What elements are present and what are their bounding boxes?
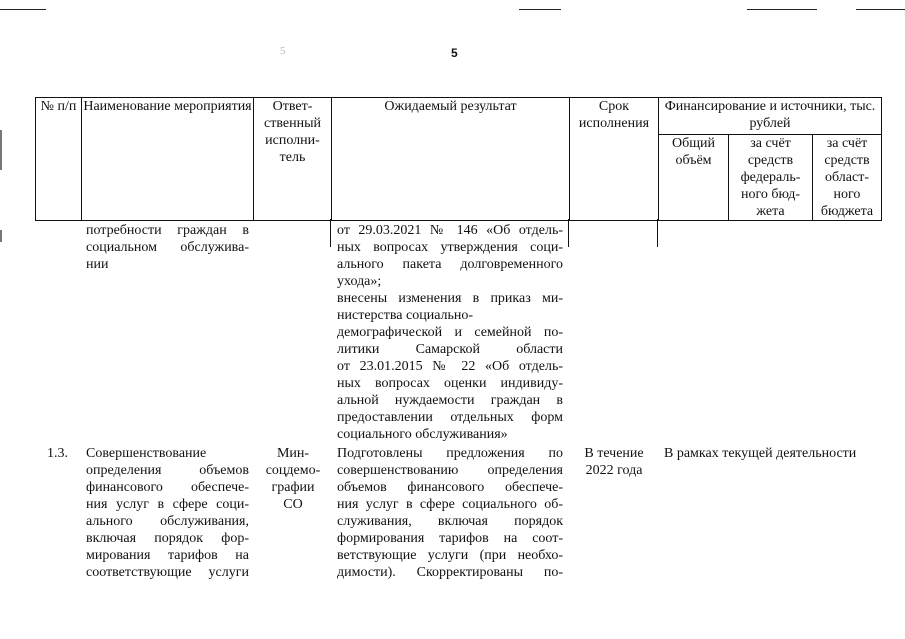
text-line: совершенствованию определения [337,463,563,478]
text-line: потребности граждан в [86,223,249,238]
row-1-3-responsible [255,445,331,513]
table-header [35,97,882,221]
text-line: СО [283,497,303,512]
text-line: соцдемо- [265,463,321,478]
row-1-3-name [86,445,249,581]
text-line: предоставлении отдельных форм [337,410,563,425]
text-line: Мин- [276,446,310,461]
text-line: финансового обеспече- [86,480,249,495]
continued-name [86,222,249,273]
text-line: служивания, включая порядок [337,514,563,529]
row-1-3-num: 1.3. [47,446,68,461]
header-name: Наименование мероприятия [82,98,254,221]
text-line: ния услуг в сфере социального об- [337,497,563,512]
text-line: объемов финансового обеспече- [337,480,563,495]
header-num: № п/п [36,98,82,221]
row-1-3-funding: В рамках текущей деятельности [664,446,857,461]
text-line: ухода»; [337,274,382,289]
text-line: нии [86,257,109,272]
row-1-3-term [574,445,654,479]
column-divider [568,219,569,247]
text-line: графии [271,480,315,495]
text-line: Совершенствование [86,446,207,461]
top-rule-right [747,9,817,10]
text-line: ального обслуживания, [86,514,249,529]
top-rule-far-right [856,9,905,10]
text-line: 2022 года [585,463,643,478]
text-line: ния услуг в сфере соци- [86,497,249,512]
header-federal: за счёт средств федераль-ного бюд-жета [729,135,813,221]
margin-mark [0,230,2,242]
text-line: ального пакета долговременного [337,257,563,272]
text-line: Подготовлены предложения по [337,446,563,461]
top-rule-left [0,9,46,10]
text-line: В течение [584,446,644,461]
continued-result [337,222,563,443]
header-funding: Финансирование и источники, тыс. рублей [659,98,882,135]
column-divider [330,219,331,247]
text-line: литики Самарской области [337,342,563,357]
text-line: определения объемов [86,463,249,478]
column-divider [657,219,658,247]
page-number: 5 [451,46,458,60]
text-line: ных вопросах оценки индивиду- [337,376,563,391]
header-regional: за счёт средств област-ного бюджета [813,135,882,221]
text-line: димости). Скорректированы по- [337,565,563,580]
top-rule-mid [519,9,561,10]
text-line: ных вопросах утверждения соци- [337,240,563,255]
header-responsible: Ответ-ственный исполни-тель [254,98,332,221]
header-total: Общий объём [659,135,729,221]
text-line: социальном обслужива- [86,240,249,255]
text-line: социального обслуживания» [337,427,508,442]
margin-mark [0,130,2,170]
text-line: мирования тарифов на [86,548,249,563]
text-line: ветствующие услуги (при необхо- [337,548,563,563]
text-line: внесены изменения в приказ ми- [337,291,563,306]
text-line: включая порядок фор- [86,531,249,546]
text-line: демографической и семейной по- [337,325,563,340]
text-line: альной нуждаемости граждан в [337,393,563,408]
header-result: Ожидаемый результат [332,98,570,221]
text-line: формирования тарифов на соот- [337,531,563,546]
header-term: Срок исполнения [570,98,659,221]
text-line: от 23.01.2015 № 22 «Об отдель- [337,359,563,374]
ghost-page-number: 5 [280,45,286,57]
row-1-3-result [337,445,563,581]
text-line: от 29.03.2021 № 146 «Об отдель- [337,223,563,238]
text-line: соответствующие услуги [86,565,249,580]
text-line: нистерства социально- [337,308,474,323]
